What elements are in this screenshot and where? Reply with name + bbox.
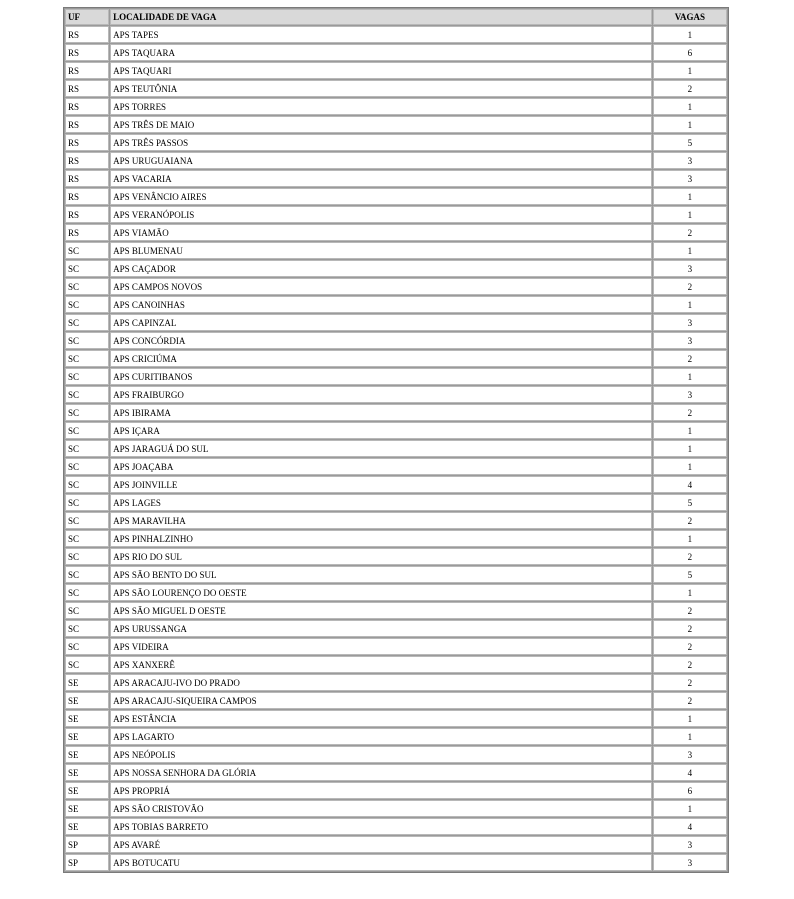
cell-localidade: APS VACARIA xyxy=(110,170,652,187)
cell-uf: RS xyxy=(65,224,109,241)
cell-vagas: 1 xyxy=(653,710,727,727)
cell-localidade: APS CAÇADOR xyxy=(110,260,652,277)
cell-vagas: 3 xyxy=(653,332,727,349)
cell-uf: SC xyxy=(65,278,109,295)
cell-uf: RS xyxy=(65,134,109,151)
cell-vagas: 1 xyxy=(653,26,727,43)
table-row xyxy=(65,278,727,295)
cell-vagas: 3 xyxy=(653,152,727,169)
table-row xyxy=(65,314,727,331)
cell-localidade: APS TAQUARI xyxy=(110,62,652,79)
cell-vagas: 2 xyxy=(653,224,727,241)
table-row xyxy=(65,566,727,583)
table-row xyxy=(65,800,727,817)
cell-localidade: APS BLUMENAU xyxy=(110,242,652,259)
cell-vagas: 2 xyxy=(653,404,727,421)
vacancies-table xyxy=(63,7,729,873)
cell-vagas: 1 xyxy=(653,188,727,205)
cell-vagas: 2 xyxy=(653,80,727,97)
table-row xyxy=(65,332,727,349)
cell-vagas: 2 xyxy=(653,512,727,529)
cell-uf: SC xyxy=(65,458,109,475)
cell-uf: SE xyxy=(65,728,109,745)
cell-vagas: 4 xyxy=(653,764,727,781)
cell-vagas: 1 xyxy=(653,458,727,475)
cell-uf: SC xyxy=(65,620,109,637)
cell-localidade: APS XANXERÊ xyxy=(110,656,652,673)
cell-vagas: 5 xyxy=(653,566,727,583)
cell-vagas: 1 xyxy=(653,296,727,313)
cell-uf: SC xyxy=(65,296,109,313)
cell-uf: SC xyxy=(65,332,109,349)
cell-uf: RS xyxy=(65,26,109,43)
cell-uf: RS xyxy=(65,116,109,133)
table-row xyxy=(65,818,727,835)
cell-vagas: 1 xyxy=(653,368,727,385)
cell-uf: SC xyxy=(65,566,109,583)
table-row xyxy=(65,836,727,853)
cell-vagas: 1 xyxy=(653,530,727,547)
cell-localidade: APS SÃO LOURENÇO DO OESTE xyxy=(110,584,652,601)
cell-uf: SC xyxy=(65,440,109,457)
cell-vagas: 2 xyxy=(653,602,727,619)
table-row xyxy=(65,548,727,565)
table-body xyxy=(65,26,727,871)
cell-vagas: 2 xyxy=(653,350,727,367)
table-row xyxy=(65,602,727,619)
header-vagas: VAGAS xyxy=(653,9,727,25)
cell-localidade: APS TORRES xyxy=(110,98,652,115)
cell-vagas: 1 xyxy=(653,116,727,133)
cell-vagas: 2 xyxy=(653,548,727,565)
cell-vagas: 2 xyxy=(653,656,727,673)
table-row xyxy=(65,80,727,97)
cell-uf: RS xyxy=(65,62,109,79)
table-row xyxy=(65,512,727,529)
cell-localidade: APS CANOINHAS xyxy=(110,296,652,313)
cell-localidade: APS NOSSA SENHORA DA GLÓRIA xyxy=(110,764,652,781)
cell-vagas: 3 xyxy=(653,170,727,187)
table-row xyxy=(65,674,727,691)
cell-uf: SC xyxy=(65,638,109,655)
cell-uf: SC xyxy=(65,368,109,385)
cell-uf: SE xyxy=(65,764,109,781)
cell-uf: SC xyxy=(65,602,109,619)
cell-localidade: APS VERANÓPOLIS xyxy=(110,206,652,223)
cell-uf: RS xyxy=(65,188,109,205)
cell-uf: SE xyxy=(65,800,109,817)
cell-vagas: 1 xyxy=(653,422,727,439)
table-row xyxy=(65,692,727,709)
cell-uf: RS xyxy=(65,98,109,115)
cell-uf: SC xyxy=(65,314,109,331)
table-row xyxy=(65,206,727,223)
cell-vagas: 3 xyxy=(653,836,727,853)
cell-uf: SE xyxy=(65,674,109,691)
table-row xyxy=(65,530,727,547)
cell-localidade: APS TRÊS PASSOS xyxy=(110,134,652,151)
cell-localidade: APS SÃO BENTO DO SUL xyxy=(110,566,652,583)
cell-localidade: APS IBIRAMA xyxy=(110,404,652,421)
cell-localidade: APS CAMPOS NOVOS xyxy=(110,278,652,295)
cell-localidade: APS SÃO CRISTOVÃO xyxy=(110,800,652,817)
cell-localidade: APS AVARÉ xyxy=(110,836,652,853)
cell-uf: SP xyxy=(65,836,109,853)
cell-localidade: APS CRICIÚMA xyxy=(110,350,652,367)
cell-localidade: APS NEÓPOLIS xyxy=(110,746,652,763)
cell-uf: SC xyxy=(65,656,109,673)
cell-uf: SC xyxy=(65,242,109,259)
cell-uf: RS xyxy=(65,152,109,169)
cell-localidade: APS VIDEIRA xyxy=(110,638,652,655)
table-row xyxy=(65,26,727,43)
cell-localidade: APS LAGARTO xyxy=(110,728,652,745)
table-row xyxy=(65,404,727,421)
table-row xyxy=(65,98,727,115)
cell-localidade: APS VENÂNCIO AIRES xyxy=(110,188,652,205)
cell-localidade: APS TAQUARA xyxy=(110,44,652,61)
cell-localidade: APS FRAIBURGO xyxy=(110,386,652,403)
table-row xyxy=(65,854,727,871)
table-row xyxy=(65,296,727,313)
cell-vagas: 1 xyxy=(653,242,727,259)
cell-vagas: 1 xyxy=(653,206,727,223)
cell-localidade: APS CAPINZAL xyxy=(110,314,652,331)
cell-uf: SC xyxy=(65,260,109,277)
table-row xyxy=(65,116,727,133)
cell-uf: SC xyxy=(65,386,109,403)
table-row xyxy=(65,260,727,277)
table-row xyxy=(65,656,727,673)
cell-vagas: 3 xyxy=(653,386,727,403)
header-localidade: LOCALIDADE DE VAGA xyxy=(110,9,652,25)
cell-localidade: APS TEUTÔNIA xyxy=(110,80,652,97)
cell-localidade: APS PROPRIÁ xyxy=(110,782,652,799)
cell-localidade: APS MARAVILHA xyxy=(110,512,652,529)
cell-uf: SP xyxy=(65,854,109,871)
cell-uf: SE xyxy=(65,710,109,727)
table-row xyxy=(65,782,727,799)
cell-uf: SC xyxy=(65,530,109,547)
cell-uf: SC xyxy=(65,548,109,565)
cell-vagas: 1 xyxy=(653,584,727,601)
cell-localidade: APS CURITIBANOS xyxy=(110,368,652,385)
cell-uf: SE xyxy=(65,782,109,799)
cell-vagas: 3 xyxy=(653,746,727,763)
table-row xyxy=(65,746,727,763)
cell-vagas: 3 xyxy=(653,260,727,277)
cell-localidade: APS TAPES xyxy=(110,26,652,43)
cell-vagas: 5 xyxy=(653,134,727,151)
cell-localidade: APS SÃO MIGUEL D OESTE xyxy=(110,602,652,619)
cell-vagas: 5 xyxy=(653,494,727,511)
cell-vagas: 1 xyxy=(653,728,727,745)
cell-localidade: APS PINHALZINHO xyxy=(110,530,652,547)
cell-vagas: 6 xyxy=(653,44,727,61)
cell-localidade: APS ARACAJU-IVO DO PRADO xyxy=(110,674,652,691)
table-row xyxy=(65,638,727,655)
cell-uf: SC xyxy=(65,512,109,529)
table-row xyxy=(65,710,727,727)
cell-uf: SC xyxy=(65,350,109,367)
table-row xyxy=(65,584,727,601)
cell-uf: RS xyxy=(65,80,109,97)
cell-vagas: 2 xyxy=(653,278,727,295)
table-row xyxy=(65,422,727,439)
cell-localidade: APS VIAMÃO xyxy=(110,224,652,241)
cell-uf: RS xyxy=(65,170,109,187)
cell-vagas: 3 xyxy=(653,314,727,331)
table-row xyxy=(65,728,727,745)
cell-localidade: APS JOAÇABA xyxy=(110,458,652,475)
table-row xyxy=(65,476,727,493)
table-row xyxy=(65,764,727,781)
cell-vagas: 2 xyxy=(653,674,727,691)
cell-localidade: APS CONCÓRDIA xyxy=(110,332,652,349)
table-row xyxy=(65,62,727,79)
table-row xyxy=(65,188,727,205)
cell-uf: SE xyxy=(65,692,109,709)
cell-localidade: APS LAGES xyxy=(110,494,652,511)
table-header xyxy=(65,9,727,25)
table-row xyxy=(65,440,727,457)
cell-vagas: 2 xyxy=(653,692,727,709)
cell-vagas: 4 xyxy=(653,476,727,493)
cell-uf: SC xyxy=(65,476,109,493)
table-row xyxy=(65,350,727,367)
cell-uf: RS xyxy=(65,206,109,223)
table-row xyxy=(65,620,727,637)
cell-vagas: 2 xyxy=(653,638,727,655)
cell-vagas: 4 xyxy=(653,818,727,835)
cell-localidade: APS URUSSANGA xyxy=(110,620,652,637)
cell-localidade: APS TRÊS DE MAIO xyxy=(110,116,652,133)
cell-localidade: APS TOBIAS BARRETO xyxy=(110,818,652,835)
cell-localidade: APS ARACAJU-SIQUEIRA CAMPOS xyxy=(110,692,652,709)
table-row xyxy=(65,368,727,385)
cell-uf: SC xyxy=(65,584,109,601)
table-row xyxy=(65,134,727,151)
cell-uf: SC xyxy=(65,494,109,511)
table-row xyxy=(65,386,727,403)
cell-uf: SE xyxy=(65,818,109,835)
cell-localidade: APS JARAGUÁ DO SUL xyxy=(110,440,652,457)
cell-localidade: APS BOTUCATU xyxy=(110,854,652,871)
table-row xyxy=(65,152,727,169)
cell-uf: SC xyxy=(65,404,109,421)
cell-localidade: APS JOINVILLE xyxy=(110,476,652,493)
cell-uf: SC xyxy=(65,422,109,439)
header-row xyxy=(65,9,727,25)
cell-vagas: 1 xyxy=(653,800,727,817)
cell-localidade: APS URUGUAIANA xyxy=(110,152,652,169)
document-page xyxy=(63,7,729,873)
table-row xyxy=(65,170,727,187)
cell-localidade: APS IÇARA xyxy=(110,422,652,439)
cell-localidade: APS RIO DO SUL xyxy=(110,548,652,565)
cell-uf: SE xyxy=(65,746,109,763)
cell-uf: RS xyxy=(65,44,109,61)
table-row xyxy=(65,494,727,511)
cell-vagas: 1 xyxy=(653,440,727,457)
cell-localidade: APS ESTÂNCIA xyxy=(110,710,652,727)
cell-vagas: 6 xyxy=(653,782,727,799)
cell-vagas: 3 xyxy=(653,854,727,871)
table-row xyxy=(65,44,727,61)
table-row xyxy=(65,458,727,475)
header-uf: UF xyxy=(65,9,109,25)
cell-vagas: 1 xyxy=(653,62,727,79)
table-row xyxy=(65,224,727,241)
cell-vagas: 1 xyxy=(653,98,727,115)
cell-vagas: 2 xyxy=(653,620,727,637)
table-row xyxy=(65,242,727,259)
